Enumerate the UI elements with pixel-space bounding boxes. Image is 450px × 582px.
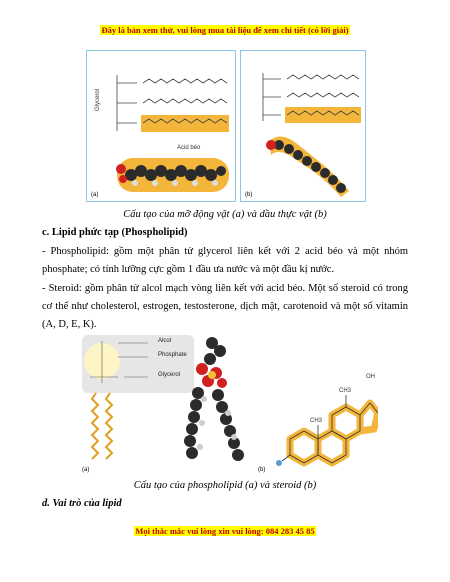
figure1-panel-b bbox=[240, 50, 366, 202]
alcol-label: Alcol bbox=[158, 338, 172, 344]
steroid-paragraph: - Steroid: gồm phân tử alcol mạch vòng liên kết với acid béo. Một số steroid có trong cơ thể như cholesterol, estrogen, testosterone, dịch mật, carotenoid và một số vitamin (A, D, E, K). bbox=[42, 283, 408, 330]
section-d-heading: d. Vai trò của lipid bbox=[42, 498, 122, 509]
figure1-label-b: (b) bbox=[245, 192, 253, 198]
oh-label: OH bbox=[366, 374, 375, 380]
ch3-label-2: CH3 bbox=[339, 388, 352, 394]
phosphate-label: Phosphate bbox=[158, 352, 187, 358]
figure2-label-a: (a) bbox=[82, 467, 90, 473]
phospholipid-steroid-drawing bbox=[78, 333, 378, 475]
figure1-panel-a bbox=[86, 50, 236, 202]
contact-banner bbox=[0, 526, 450, 536]
figure2-caption: Cấu tạo của phospholipid (a) và steroid (b) bbox=[133, 480, 317, 491]
contact-banner-text: Mọi thắc mắc vui lòng xin vui lòng: 084 283 45 85 bbox=[135, 526, 315, 536]
ch3-label: CH3 bbox=[310, 418, 323, 424]
glycerol-label: Glycerol bbox=[95, 88, 101, 111]
figure2-label-b: (b) bbox=[258, 467, 266, 473]
preview-banner bbox=[0, 25, 450, 35]
phospholipid-paragraph: - Phospholipid: gồm một phân tử glycerol liên kết với 2 acid béo và một nhóm phosphate; có tính lưỡng cực gồm 1 đầu ưa nước và một đầu kị nước. bbox=[42, 246, 408, 275]
figure1-label-a: (a) bbox=[91, 192, 99, 198]
preview-banner-text: Đây là bản xem thử, vui lòng mua tài liệu để xem chi tiết (có lời giải) bbox=[101, 25, 349, 35]
animal-fat-structure-drawing bbox=[87, 51, 235, 201]
section-c-heading: c. Lipid phức tạp (Phospholipid) bbox=[42, 227, 188, 238]
glycerol-label-2: Glycerol bbox=[158, 372, 181, 378]
figure2 bbox=[78, 333, 378, 475]
acid-label: Acid béo bbox=[177, 145, 201, 151]
plant-oil-structure-drawing bbox=[241, 51, 365, 201]
figure1-caption: Cấu tạo của mỡ động vật (a) và dầu thực vật (b) bbox=[123, 209, 327, 220]
